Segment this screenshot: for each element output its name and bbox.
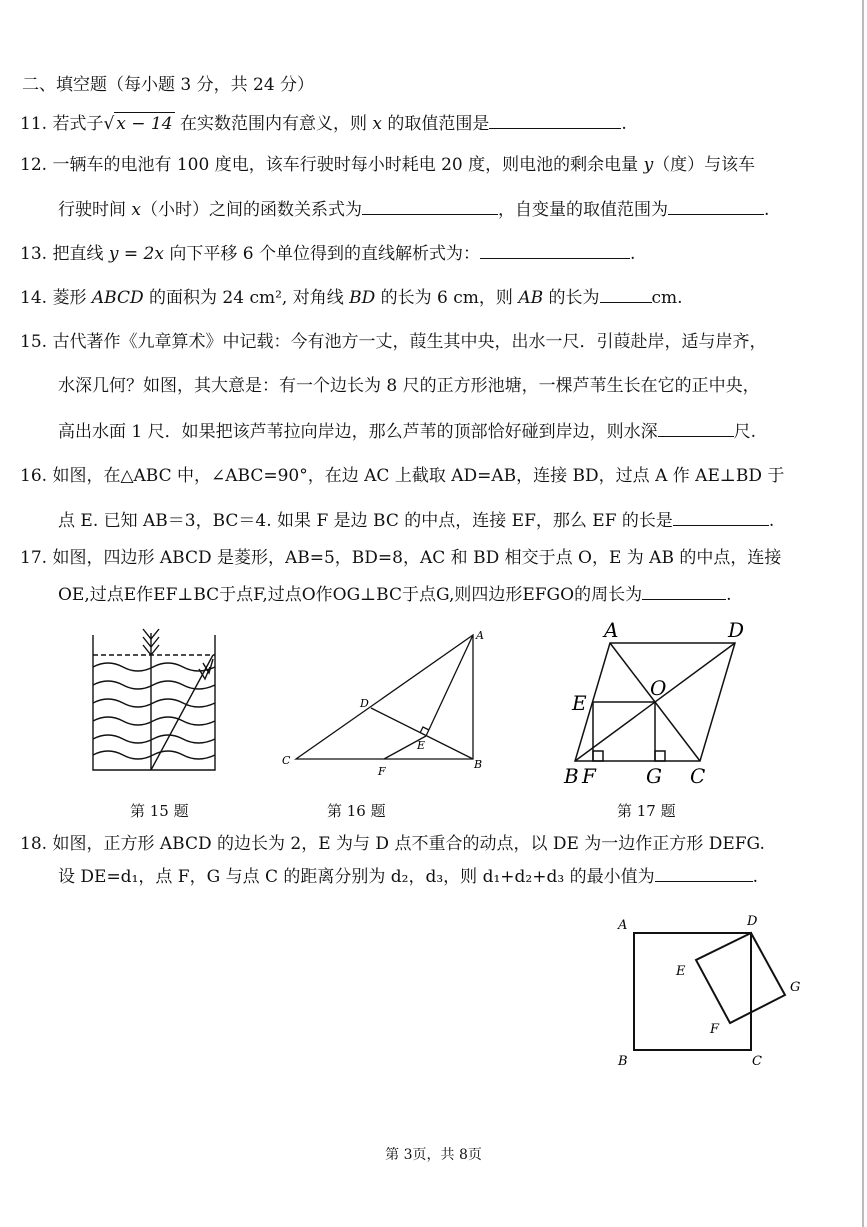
q18-line1: 如图，正方形 ABCD 的边长为 2，E 为与 D 点不重合的动点，以 DE 为一边作正方形 DEFG. [52, 834, 765, 854]
q17-line2: OE,过点E作EF⊥BC于点F,过点O作OG⊥BC于点G,则四边形EFGO的周长为 [58, 585, 643, 605]
q18-end: . [752, 867, 758, 887]
q13-pre: 把直线 [52, 244, 104, 264]
label-o: O [650, 676, 667, 700]
label-e: E [417, 739, 426, 752]
q17-line1: 如图，四边形 ABCD 是菱形，AB=5，BD=8，AC 和 BD 相交于点 O，E 为 AB 的中点，连接 [52, 548, 782, 568]
label-c: C [690, 764, 706, 788]
question-11 [20, 112, 627, 135]
sqrt-sign: √ [103, 114, 115, 134]
q11-end: . [621, 114, 627, 134]
q11-pre: 若式子 [52, 114, 104, 134]
q13-post: 向下平移 6 个单位得到的直线解析式为： [169, 244, 480, 264]
question-18-line1 [20, 833, 765, 855]
question-14 [20, 286, 683, 309]
label-a: A [476, 629, 484, 642]
q15-number: 15. [20, 332, 48, 352]
q12-end: . [764, 200, 770, 220]
q16-line2: 点 E. 已知 AB＝3，BC＝4. 如果 F 是边 BC 的中点，连接 EF，那么 EF 的长是 [58, 511, 673, 531]
label-b: B [474, 758, 483, 771]
square-abcd [634, 933, 751, 1050]
label-a: A [604, 618, 619, 642]
q14-mid: 的面积为 24 cm², 对角线 [149, 288, 344, 308]
question-12-line1 [20, 154, 755, 176]
q15-line1: 古代著作《九章算术》中记载：今有池方一丈，葭生其中央，出水一尺．引葭赴岸，适与岸齐， [52, 332, 767, 352]
label-f: F [710, 1022, 720, 1037]
page-footer: 第 3页，共 8页 [385, 1147, 482, 1163]
figure-18-squares [610, 905, 810, 1075]
q14-answer-blank[interactable] [600, 286, 652, 303]
q17-number: 17. [20, 548, 48, 568]
question-15-line3 [58, 420, 756, 443]
question-17-line1 [20, 547, 781, 569]
reed-slanted [151, 655, 213, 770]
q14-end: cm. [651, 288, 683, 308]
q12-var-y: y [643, 155, 654, 175]
page-edge [862, 0, 864, 1227]
label-g: G [646, 764, 662, 788]
question-13 [20, 242, 635, 265]
figure-17-caption: 第 17 题 [617, 802, 676, 820]
label-e: E [676, 964, 686, 979]
q13-answer-blank[interactable] [480, 242, 630, 259]
question-16-line1 [20, 465, 784, 487]
q18-answer-blank[interactable] [655, 865, 753, 882]
label-f: F [582, 764, 596, 788]
q14-post: 的长为 [548, 288, 600, 308]
q13-equation: y = 2x [108, 244, 164, 264]
q16-number: 16. [20, 466, 48, 486]
q12-answer-blank-1[interactable] [362, 198, 498, 215]
q11-answer-blank[interactable] [489, 112, 621, 129]
label-g: G [790, 980, 801, 995]
q12-number: 12. [20, 155, 48, 175]
figure-16-triangle [278, 625, 488, 785]
figure-17-rhombus [560, 615, 760, 790]
label-a: A [618, 918, 628, 933]
label-c: C [282, 754, 291, 767]
figure-15-pond [85, 625, 225, 775]
label-b: B [564, 764, 579, 788]
q12-line1: 一辆车的电池有 100 度电，该车行驶时每小时耗电 20 度，则电池的剩余电量 [52, 155, 639, 175]
section-header: 二、填空题（每小题 3 分，共 24 分） [22, 75, 315, 95]
label-f: F [378, 765, 386, 778]
q12-line2-mid2: ，自变量的取值范围为 [498, 200, 668, 220]
label-d: D [747, 914, 758, 929]
figure-15-caption: 第 15 题 [130, 802, 189, 820]
q11-radicand: x − 14 [116, 114, 173, 134]
q16-line1: 如图，在△ABC 中，∠ABC=90°，在边 AC 上截取 AD=AB，连接 BD，过点 A 作 AE⊥BD 于 [52, 466, 785, 486]
q12-line1-end: （度）与该车 [653, 155, 756, 175]
q14-pre: 菱形 [52, 288, 87, 308]
q14-mid2: 的长为 6 cm，则 [380, 288, 513, 308]
q14-number: 14. [20, 288, 48, 308]
q14-name: ABCD [91, 288, 144, 308]
label-d: D [360, 697, 369, 710]
q12-line2-pre: 行驶时间 [58, 200, 126, 220]
q18-number: 18. [20, 834, 48, 854]
question-17-line2 [58, 583, 731, 606]
question-18-line2 [58, 865, 758, 888]
q16-answer-blank[interactable] [673, 509, 769, 526]
q17-answer-blank[interactable] [642, 583, 726, 600]
right-angle-f [593, 751, 603, 761]
question-12-line2 [58, 198, 769, 221]
label-c: C [752, 1054, 762, 1069]
square-defg [696, 933, 785, 1023]
question-15-line2: 水深几何？如图，其大意是：有一个边长为 8 尺的正方形池塘，一棵芦苇生长在它的正中央， [58, 376, 760, 396]
q14-ab: AB [518, 288, 544, 308]
question-15-line1 [20, 331, 766, 353]
figure-16-caption: 第 16 题 [327, 802, 386, 820]
q12-line2-mid: （小时）之间的函数关系式为 [141, 200, 362, 220]
q17-end: . [726, 585, 732, 605]
q12-var-x: x [131, 200, 141, 220]
q15-answer-blank[interactable] [658, 420, 734, 437]
q18-line2: 设 DE=d₁，点 F，G 与点 C 的距离分别为 d₂，d₃，则 d₁+d₂+d₃ 的最小值为 [58, 867, 655, 887]
right-angle-g [655, 751, 665, 761]
q13-end: . [629, 244, 636, 264]
question-16-line2 [58, 509, 774, 532]
q11-number: 11. [20, 114, 48, 134]
q11-post: 的取值范围是 [387, 114, 490, 134]
segment-ae [426, 635, 473, 736]
triangle-abc [296, 635, 473, 759]
q15-end: 尺. [733, 422, 757, 442]
q11-mid: 在实数范围内有意义，则 [179, 114, 367, 134]
q12-answer-blank-2[interactable] [668, 198, 764, 215]
label-b: B [618, 1054, 628, 1069]
label-e: E [572, 691, 587, 715]
q11-var: x [372, 114, 382, 134]
q14-bd: BD [349, 288, 376, 308]
q13-number: 13. [20, 244, 48, 264]
label-d: D [728, 618, 745, 642]
q16-end: . [768, 511, 775, 531]
q15-line3: 高出水面 1 尺．如果把该芦苇拉向岸边，那么芦苇的顶部恰好碰到岸边，则水深 [58, 422, 658, 442]
